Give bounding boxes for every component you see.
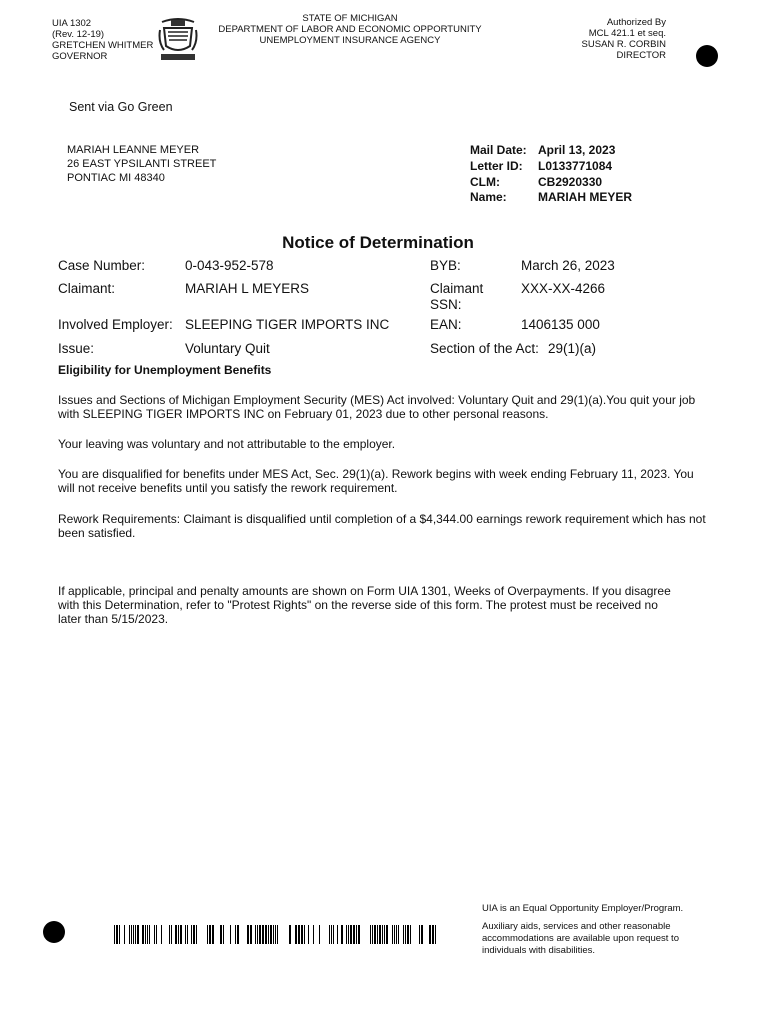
ean-value: 1406135 000 (521, 317, 600, 332)
header-left (52, 18, 153, 62)
header-center (200, 13, 500, 46)
statute-reference: MCL 421.1 et seq. (588, 28, 666, 39)
case-number-value: 0-043-952-578 (185, 258, 274, 273)
barcode-icon (114, 925, 436, 944)
address-line: MARIAH LEANNE MEYER (67, 144, 200, 156)
mail-date-label: Mail Date: (470, 143, 527, 157)
registration-mark-top (696, 45, 718, 67)
address-line: PONTIAC MI 48340 (67, 172, 165, 184)
equal-opportunity-notice: UIA is an Equal Opportunity Employer/Program. (482, 903, 684, 914)
mailing-address (67, 143, 216, 185)
department-name: DEPARTMENT OF LABOR AND ECONOMIC OPPORTUNITY (218, 24, 482, 35)
case-number-label: Case Number: (58, 258, 146, 273)
ean-label: EAN: (430, 317, 462, 332)
footer-notice (482, 903, 712, 957)
director-name: SUSAN R. CORBIN (581, 39, 666, 50)
paragraph: If applicable, principal and penalty amounts are shown on Form UIA 1301, Weeks of Overpayments. If you disagree with this Determination, refer to "Protest Rights" on the reverse side of this form. The protest must be received no later than 5/15/2023. (58, 584, 671, 626)
form-number: UIA 1302 (52, 18, 92, 29)
byb-label: BYB: (430, 258, 461, 273)
paragraph: Issues and Sections of Michigan Employment Security (MES) Act involved: Voluntary Quit and 29(1)(a).You quit your job with SLEEPING TIGER IMPORTS INC on February 01, 2023 due to other personal reasons. (58, 393, 696, 421)
claimant-label: Claimant: (58, 281, 116, 296)
governor-name: GRETCHEN WHITMER (52, 40, 154, 51)
mail-date-value: April 13, 2023 (538, 143, 616, 157)
clm-value: CB2920330 (538, 175, 603, 189)
issue-value: Voluntary Quit (185, 341, 270, 356)
document-title: Notice of Determination (282, 233, 474, 252)
accommodations-notice: Auxiliary aids, services and other reasonable accommodations are available upon request to individuals with disabilities. (482, 921, 679, 956)
registration-mark-bottom (43, 921, 65, 943)
header-right (582, 17, 666, 61)
letter-meta (470, 143, 632, 204)
clm-label: CLM: (470, 175, 500, 189)
name-label: Name: (470, 190, 507, 204)
paragraph: Your leaving was voluntary and not attributable to the employer. (58, 437, 396, 451)
state-name: STATE OF MICHIGAN (302, 13, 398, 24)
address-line: 26 EAST YPSILANTI STREET (67, 158, 217, 170)
state-seal-icon (158, 16, 198, 62)
letter-id-value: L0133771084 (538, 159, 613, 173)
ssn-value: XXX-XX-4266 (521, 281, 606, 296)
form-revision: (Rev. 12-19) (52, 29, 105, 40)
letter-id-label: Letter ID: (470, 159, 523, 173)
sent-via: Sent via Go Green (69, 100, 173, 114)
employer-label: Involved Employer: (58, 317, 173, 332)
section-value: 29(1)(a) (548, 341, 597, 356)
section-label: Section of the Act: (430, 341, 539, 356)
authorized-by: Authorized By (606, 17, 666, 28)
claimant-value: MARIAH L MEYERS (185, 281, 310, 296)
issue-label: Issue: (58, 341, 95, 356)
employer-value: SLEEPING TIGER IMPORTS INC (185, 317, 390, 332)
name-value: MARIAH MEYER (538, 190, 633, 204)
director-title: DIRECTOR (616, 50, 666, 61)
byb-value: March 26, 2023 (521, 258, 615, 273)
agency-name: UNEMPLOYMENT INSURANCE AGENCY (259, 35, 441, 46)
section-heading: Eligibility for Unemployment Benefits (58, 363, 272, 377)
ssn-label (430, 281, 483, 313)
paragraph: Rework Requirements: Claimant is disqualified until completion of a $4,344.00 earnings rework requirement which has not been satisfied. (58, 512, 706, 540)
ssn-label-line: SSN: (430, 297, 462, 312)
ssn-label-line: Claimant (430, 281, 484, 296)
paragraph: You are disqualified for benefits under MES Act, Sec. 29(1)(a). Rework begins with week ending February 11, 2023. You will not receive benefits until you satisfy the rework requirement. (58, 467, 694, 495)
governor-title: GOVERNOR (52, 51, 108, 62)
